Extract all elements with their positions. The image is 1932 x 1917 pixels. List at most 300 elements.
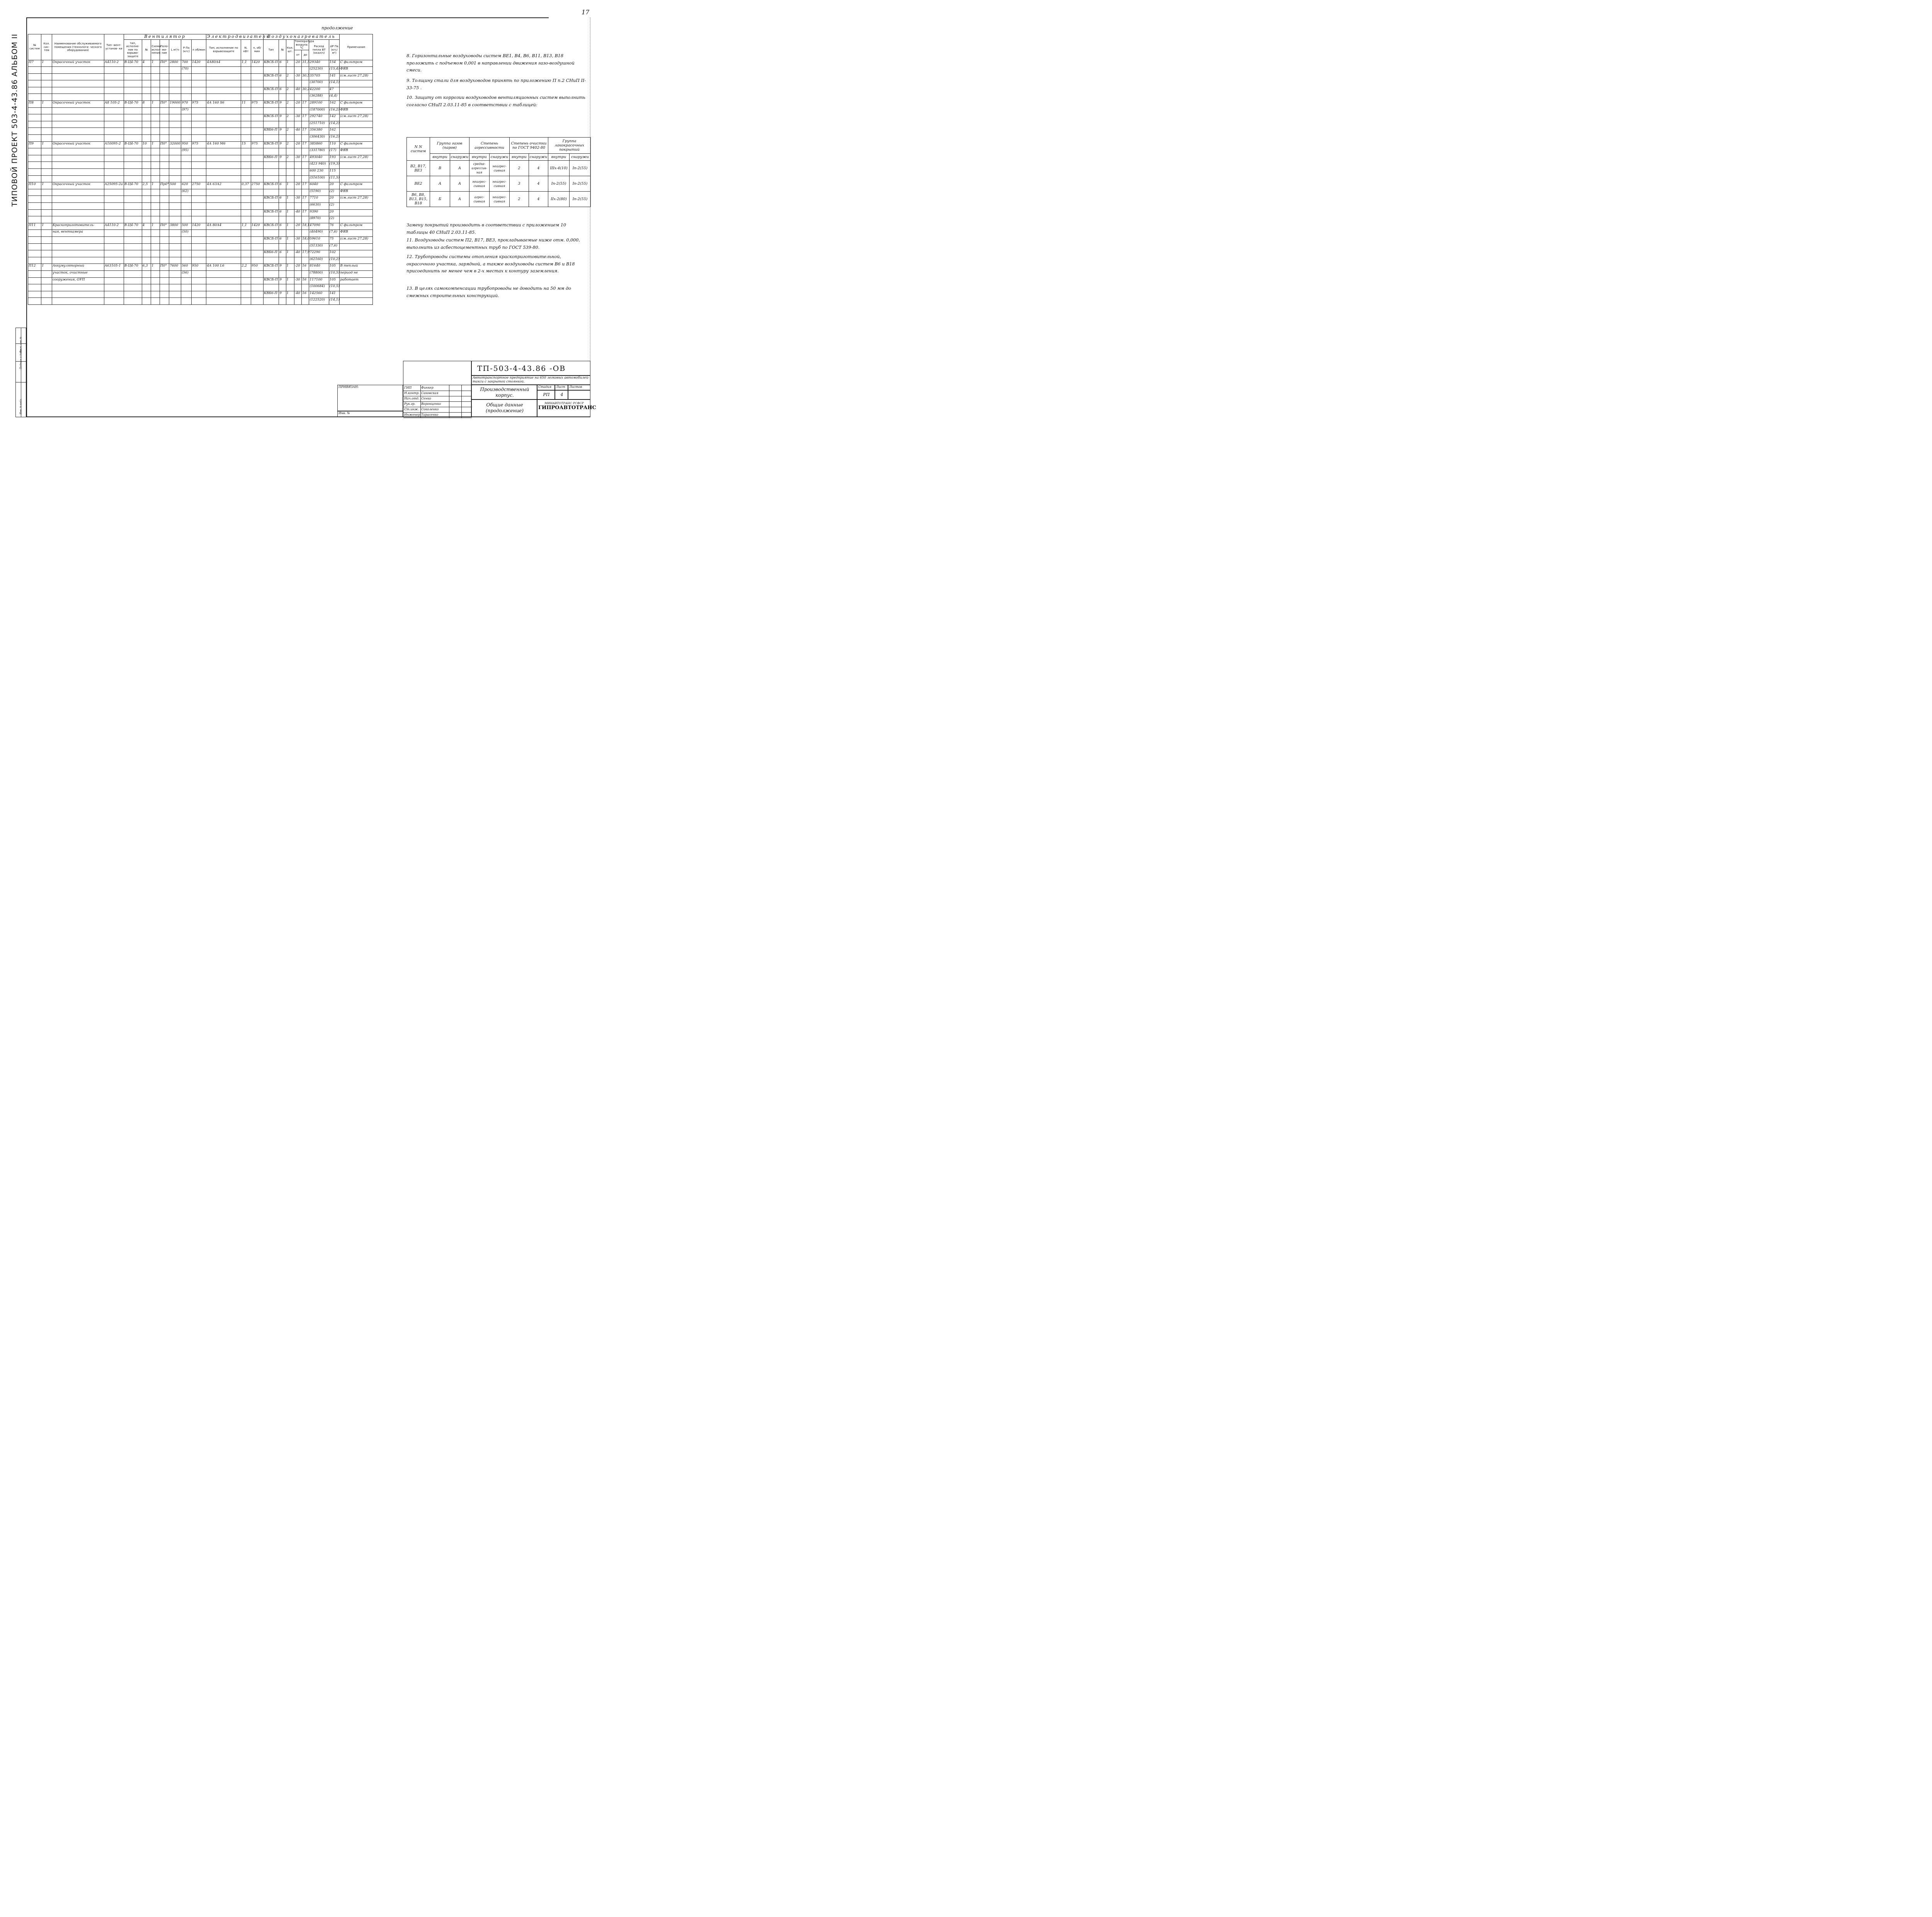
note-cell: [340, 257, 373, 264]
heat-flow-cell: 81640: [309, 264, 329, 271]
frame-top-line: [26, 17, 549, 18]
fan-pressure-cell: [181, 73, 192, 80]
fan-no-cell: [142, 189, 151, 196]
temp-from-cell: [294, 189, 301, 196]
continuation-label: продолжение: [321, 25, 353, 31]
fan-pressure-cell: [181, 291, 192, 298]
pressure-drop-cell: (4,4): [329, 94, 340, 101]
motor-rpm-cell: [251, 298, 263, 305]
fan-rpm-cell: [191, 284, 206, 291]
motor-rpm-cell: [251, 107, 263, 114]
fan-pressure-cell: [181, 202, 192, 209]
temp-to-cell: [302, 257, 309, 264]
fan-scheme-cell: [151, 284, 160, 291]
motor-power-cell: [241, 73, 251, 80]
fan-pressure-cell: [181, 87, 192, 94]
motor-type-cell: [206, 209, 241, 216]
heater-no-cell: 9: [279, 128, 286, 135]
sys-num-cell: [28, 298, 41, 305]
note-cell: [340, 128, 373, 135]
temp-from-cell: -30: [294, 277, 301, 284]
fan-pressure-cell: 700: [181, 60, 192, 67]
fan-position-cell: [160, 175, 169, 182]
table-row: [28, 60, 373, 67]
fan-type-cell: [124, 67, 142, 74]
heater-no-cell: [279, 243, 286, 250]
doc-code: ТП-503-4-43.86 -ОВ: [471, 361, 590, 376]
fan-no-cell: [142, 73, 151, 80]
fan-no-cell: [142, 250, 151, 257]
header-heater-type: Тип: [263, 40, 279, 60]
heat-flow-cell: 356380: [309, 128, 329, 135]
heater-type-cell: [263, 202, 279, 209]
fan-position-cell: П0°: [160, 101, 169, 108]
motor-type-cell: 4А 100 L6: [206, 264, 241, 271]
temp-to-cell: 17: [302, 141, 309, 148]
fan-scheme-cell: [151, 121, 160, 128]
fan-no-cell: [142, 270, 151, 277]
heat-flow-cell: 47090: [309, 223, 329, 230]
fan-position-cell: [160, 270, 169, 277]
note-cell: [340, 87, 373, 94]
corrosion-cell: Iп-2(55): [570, 161, 591, 176]
sys-num-cell: П8: [28, 101, 41, 108]
fan-type-cell: [124, 257, 142, 264]
motor-rpm-cell: [251, 128, 263, 135]
fan-rpm-cell: [191, 236, 206, 243]
fan-position-cell: [160, 202, 169, 209]
heater-type-cell: [263, 270, 279, 277]
fan-no-cell: [142, 155, 151, 162]
pressure-drop-cell: 76: [329, 223, 340, 230]
heater-qty-cell: 1: [286, 60, 294, 67]
unit-type-cell: [104, 67, 124, 74]
fan-scheme-cell: [151, 107, 160, 114]
sys-qty-cell: [41, 202, 52, 209]
room-name-cell: [52, 80, 104, 87]
temp-to-cell: [302, 189, 309, 196]
corrosion-cell: А: [430, 176, 450, 192]
fan-scheme-cell: [151, 189, 160, 196]
fan-position-cell: [160, 73, 169, 80]
fan-type-cell: [124, 277, 142, 284]
fan-airflow-cell: [169, 148, 181, 155]
motor-rpm-cell: [251, 121, 263, 128]
corrosion-cell: В2, В17, ВЕ3: [407, 161, 430, 176]
header-heater-no: №: [279, 40, 286, 60]
fan-position-cell: [160, 107, 169, 114]
fan-scheme-cell: [151, 148, 160, 155]
motor-type-cell: [206, 73, 241, 80]
sys-num-cell: [28, 270, 41, 277]
sys-num-cell: [28, 73, 41, 80]
fan-position-cell: [160, 67, 169, 74]
motor-power-cell: [241, 121, 251, 128]
note-cell: (см.лист 27,28): [340, 236, 373, 243]
fan-position-cell: [160, 250, 169, 257]
motor-rpm-cell: [251, 216, 263, 223]
fan-airflow-cell: 32000: [169, 141, 181, 148]
temp-to-cell: [302, 298, 309, 305]
stage-label: Стадия: [537, 385, 555, 390]
note-cell: [340, 169, 373, 176]
sys-qty-cell: [41, 236, 52, 243]
fan-rpm-cell: 1420: [191, 223, 206, 230]
fan-airflow-cell: [169, 135, 181, 142]
note-cell: ФЯВ: [340, 189, 373, 196]
header-motor-n: n, об/мин: [251, 40, 263, 60]
motor-type-cell: 4А 160 S6: [206, 101, 241, 108]
fan-rpm-cell: [191, 169, 206, 176]
fan-airflow-cell: [169, 162, 181, 169]
sys-qty-cell: [41, 270, 52, 277]
pressure-drop-cell: (16,2): [329, 107, 340, 114]
motor-rpm-cell: [251, 94, 263, 101]
fan-type-cell: [124, 209, 142, 216]
motor-power-cell: 15: [241, 141, 251, 148]
table-row: [28, 182, 373, 189]
fan-airflow-cell: [169, 202, 181, 209]
motor-power-cell: [241, 67, 251, 74]
motor-power-cell: [241, 298, 251, 305]
pressure-drop-cell: 142: [329, 114, 340, 121]
fan-rpm-cell: [191, 121, 206, 128]
heater-qty-cell: [286, 148, 294, 155]
table-row: [28, 114, 373, 121]
header-fan-no: №: [142, 40, 151, 60]
temp-to-cell: [302, 270, 309, 277]
fan-rpm-cell: [191, 243, 206, 250]
fan-rpm-cell: [191, 202, 206, 209]
fan-type-cell: [124, 270, 142, 277]
motor-type-cell: [206, 155, 241, 162]
header-temp-from: от: [294, 50, 301, 60]
fan-scheme-cell: [151, 135, 160, 142]
heater-no-cell: [279, 202, 286, 209]
motor-rpm-cell: 2750: [251, 182, 263, 189]
fan-pressure-cell: [181, 209, 192, 216]
frame-right-line: [590, 17, 591, 417]
room-name-cell: [52, 189, 104, 196]
fan-no-cell: 8: [142, 101, 151, 108]
pressure-drop-cell: (19,3): [329, 162, 340, 169]
heater-no-cell: 6: [279, 73, 286, 80]
heater-no-cell: 6: [279, 209, 286, 216]
heater-no-cell: 9: [279, 101, 286, 108]
heat-flow-cell: (423 940): [309, 162, 329, 169]
note-12: 12. Трубопроводы системы отопления краскоприготовительной, окрасочного участка, зарядной, а также воздуховоды систем В6 и В18 присоединить не менее чем в 2-х местах к контуру заземления.: [406, 254, 575, 274]
fan-scheme-cell: [151, 250, 160, 257]
sys-qty-cell: [41, 67, 52, 74]
temp-to-cell: 16: [302, 291, 309, 298]
pressure-drop-cell: (17): [329, 148, 340, 155]
sys-qty-cell: [41, 257, 52, 264]
fan-scheme-cell: 1: [151, 101, 160, 108]
heater-qty-cell: 1: [286, 291, 294, 298]
sys-qty-cell: [41, 209, 52, 216]
table-row: [28, 73, 373, 80]
table-row: [28, 121, 373, 128]
fan-no-cell: [142, 284, 151, 291]
fan-position-cell: [160, 121, 169, 128]
table-row: [28, 155, 373, 162]
motor-rpm-cell: [251, 169, 263, 176]
corrosion-cell: 2: [510, 161, 529, 176]
room-name-cell: [52, 67, 104, 74]
margin-label-replace: Взам. инв. №: [19, 336, 22, 353]
motor-rpm-cell: [251, 114, 263, 121]
heater-no-cell: [279, 257, 286, 264]
fan-pressure-cell: [181, 284, 192, 291]
pressure-drop-cell: 141: [329, 73, 340, 80]
heater-type-cell: [263, 67, 279, 74]
fan-airflow-cell: 500: [169, 182, 181, 189]
motor-type-cell: [206, 148, 241, 155]
table-row: [28, 216, 373, 223]
heat-flow-cell: 72290: [309, 250, 329, 257]
heater-type-cell: [263, 94, 279, 101]
header-qty: Кол. сис- тем: [41, 34, 52, 60]
heat-flow-cell: (30700): [309, 80, 329, 87]
fan-rpm-cell: 975: [191, 141, 206, 148]
margin-label-sign: Подпись и дата: [19, 349, 22, 369]
note-cell: [340, 250, 373, 257]
fan-position-cell: [160, 277, 169, 284]
staff-divider: [420, 396, 421, 401]
staff-row: [403, 412, 472, 418]
sys-qty-cell: 1: [41, 141, 52, 148]
heater-qty-cell: 1: [286, 277, 294, 284]
header-motor-group: Электродвигатель: [207, 34, 270, 39]
unit-type-cell: [104, 169, 124, 176]
pressure-drop-cell: (14,2): [329, 121, 340, 128]
motor-rpm-cell: [251, 148, 263, 155]
fan-airflow-cell: [169, 298, 181, 305]
temp-from-cell: [294, 216, 301, 223]
staff-divider: [420, 412, 421, 418]
temp-to-cell: 17: [302, 155, 309, 162]
heater-qty-cell: 1: [286, 209, 294, 216]
motor-rpm-cell: 950: [251, 264, 263, 271]
temp-to-cell: 17: [302, 114, 309, 121]
sys-qty-cell: [41, 298, 52, 305]
staff-role: Рук.гр.: [404, 402, 416, 406]
fan-no-cell: [142, 162, 151, 169]
temp-to-cell: 18,1: [302, 223, 309, 230]
heater-no-cell: [279, 94, 286, 101]
temp-from-cell: [294, 175, 301, 182]
fan-scheme-cell: [151, 209, 160, 216]
heater-qty-cell: [286, 94, 294, 101]
margin-stamp: [15, 328, 26, 417]
fan-scheme-cell: [151, 73, 160, 80]
corr-header-gas: Группа газов (паров): [430, 138, 469, 154]
fan-rpm-cell: [191, 128, 206, 135]
margin-label-inv: Инв. № подл.: [19, 398, 22, 415]
unit-type-cell: [104, 196, 124, 203]
motor-power-cell: [241, 148, 251, 155]
room-name-cell: [52, 257, 104, 264]
temp-to-cell: [302, 284, 309, 291]
temp-from-cell: [294, 270, 301, 277]
pressure-drop-cell: 162: [329, 101, 340, 108]
fan-scheme-cell: [151, 216, 160, 223]
room-name-cell: [52, 196, 104, 203]
sys-qty-cell: [41, 169, 52, 176]
motor-rpm-cell: [251, 67, 263, 74]
heat-flow-cell: 35705: [309, 73, 329, 80]
note-11: 11. Воздуховоды систем П2, В17, ВЕ3, прокладываемые ниже отм. 0,000, выполнить из асбестоцементных труб по ГОСТ 539-80.: [406, 238, 580, 250]
sys-qty-cell: 1: [41, 182, 52, 189]
fan-scheme-cell: 1: [151, 141, 160, 148]
motor-rpm-cell: 975: [251, 101, 263, 108]
staff-name: Воронценко: [421, 402, 441, 406]
corrosion-cell: неагрес-сивная: [490, 161, 510, 176]
temp-to-cell: 31,5: [302, 60, 309, 67]
table-row: [28, 94, 373, 101]
heater-no-cell: 6: [279, 60, 286, 67]
motor-rpm-cell: [251, 209, 263, 216]
heater-no-cell: [279, 270, 286, 277]
heater-qty-cell: [286, 257, 294, 264]
fan-type-cell: В-Ц4-70: [124, 264, 142, 271]
corrosion-cell: 4: [529, 161, 548, 176]
fan-type-cell: [124, 230, 142, 237]
sys-qty-cell: 1: [41, 264, 52, 271]
heater-qty-cell: 2: [286, 101, 294, 108]
temp-to-cell: [302, 216, 309, 223]
fan-no-cell: [142, 67, 151, 74]
corrosion-row: [407, 192, 591, 207]
heater-qty-cell: 1: [286, 250, 294, 257]
heater-qty-cell: [286, 202, 294, 209]
pressure-drop-cell: 105: [329, 264, 340, 271]
fan-type-cell: [124, 80, 142, 87]
temp-to-cell: [302, 162, 309, 169]
table-row: [28, 175, 373, 182]
sys-num-cell: [28, 243, 41, 250]
heater-qty-cell: 2: [286, 114, 294, 121]
temp-to-cell: [302, 202, 309, 209]
fan-scheme-cell: [151, 114, 160, 121]
fan-position-cell: [160, 169, 169, 176]
motor-type-cell: 4А80А4: [206, 60, 241, 67]
pressure-drop-cell: (7,6): [329, 243, 340, 250]
room-name-cell: ная, венткамера: [52, 230, 104, 237]
room-name-cell: [52, 291, 104, 298]
fan-scheme-cell: [151, 87, 160, 94]
note-cell: период не: [340, 270, 373, 277]
note-cell: (см.лист 27,28): [340, 73, 373, 80]
temp-to-cell: 30,2: [302, 87, 309, 94]
fan-scheme-cell: [151, 162, 160, 169]
unit-type-cell: [104, 277, 124, 284]
fan-rpm-cell: [191, 135, 206, 142]
note-cell: [340, 80, 373, 87]
corr-header-clean: Степень очистки по ГОСТ 9402-80: [510, 138, 548, 154]
header-note: Примечание: [340, 34, 373, 60]
heater-qty-cell: [286, 284, 294, 291]
fan-airflow-cell: 3800: [169, 223, 181, 230]
sys-qty-cell: 1: [41, 223, 52, 230]
table-row: [28, 135, 373, 142]
pressure-drop-cell: (14,1): [329, 298, 340, 305]
unit-type-cell: [104, 155, 124, 162]
fan-rpm-cell: [191, 291, 206, 298]
sys-qty-cell: [41, 250, 52, 257]
header-temp-to: до: [302, 50, 309, 60]
fan-type-cell: [124, 291, 142, 298]
heater-qty-cell: [286, 169, 294, 176]
unit-type-cell: [104, 121, 124, 128]
temp-from-cell: -30: [294, 155, 301, 162]
fan-no-cell: [142, 148, 151, 155]
sys-num-cell: [28, 209, 41, 216]
note-cell: С фильтром: [340, 223, 373, 230]
pressure-drop-cell: 75: [329, 236, 340, 243]
heater-qty-cell: 2: [286, 128, 294, 135]
sys-num-cell: П12: [28, 264, 41, 271]
sheets-label: Листов: [568, 385, 590, 390]
temp-from-cell: -20: [294, 182, 301, 189]
heater-type-cell: [263, 298, 279, 305]
heat-flow-cell: (516100): [309, 175, 329, 182]
note-cell: [340, 94, 373, 101]
motor-power-cell: [241, 94, 251, 101]
heater-no-cell: [279, 162, 286, 169]
heater-type-cell: КВСБ-П: [263, 182, 279, 189]
staff-role: Инженер: [404, 413, 420, 416]
motor-rpm-cell: [251, 155, 263, 162]
fan-no-cell: 10: [142, 141, 151, 148]
temp-to-cell: [302, 94, 309, 101]
fan-no-cell: [142, 236, 151, 243]
fan-type-cell: [124, 94, 142, 101]
motor-power-cell: [241, 80, 251, 87]
fan-type-cell: [124, 148, 142, 155]
motor-rpm-cell: [251, 135, 263, 142]
heater-qty-cell: [286, 189, 294, 196]
pressure-drop-cell: 102: [329, 250, 340, 257]
fan-pressure-cell: (50): [181, 230, 192, 237]
fan-position-cell: [160, 284, 169, 291]
motor-type-cell: [206, 298, 241, 305]
corrosion-cell: средне-агрессив-ная: [469, 161, 490, 176]
temp-from-cell: [294, 169, 301, 176]
heater-qty-cell: 1: [286, 264, 294, 271]
fan-scheme-cell: [151, 202, 160, 209]
sys-qty-cell: [41, 277, 52, 284]
motor-type-cell: [206, 80, 241, 87]
corr-header-systems: N N систем: [407, 138, 430, 161]
header-heater-dp: ΔP Па (кгс/м²): [329, 40, 340, 60]
sys-num-cell: [28, 202, 41, 209]
motor-type-cell: [206, 243, 241, 250]
sys-num-cell: [28, 155, 41, 162]
sys-qty-cell: [41, 87, 52, 94]
sys-num-cell: [28, 169, 41, 176]
sys-num-cell: [28, 114, 41, 121]
fan-airflow-cell: [169, 169, 181, 176]
sys-num-cell: П10: [28, 182, 41, 189]
motor-type-cell: [206, 128, 241, 135]
temp-to-cell: 16: [302, 264, 309, 271]
sys-qty-cell: [41, 80, 52, 87]
heat-flow-cell: (122520): [309, 298, 329, 305]
heater-no-cell: [279, 230, 286, 237]
fan-pressure-cell: [181, 277, 192, 284]
table-row: [28, 189, 373, 196]
